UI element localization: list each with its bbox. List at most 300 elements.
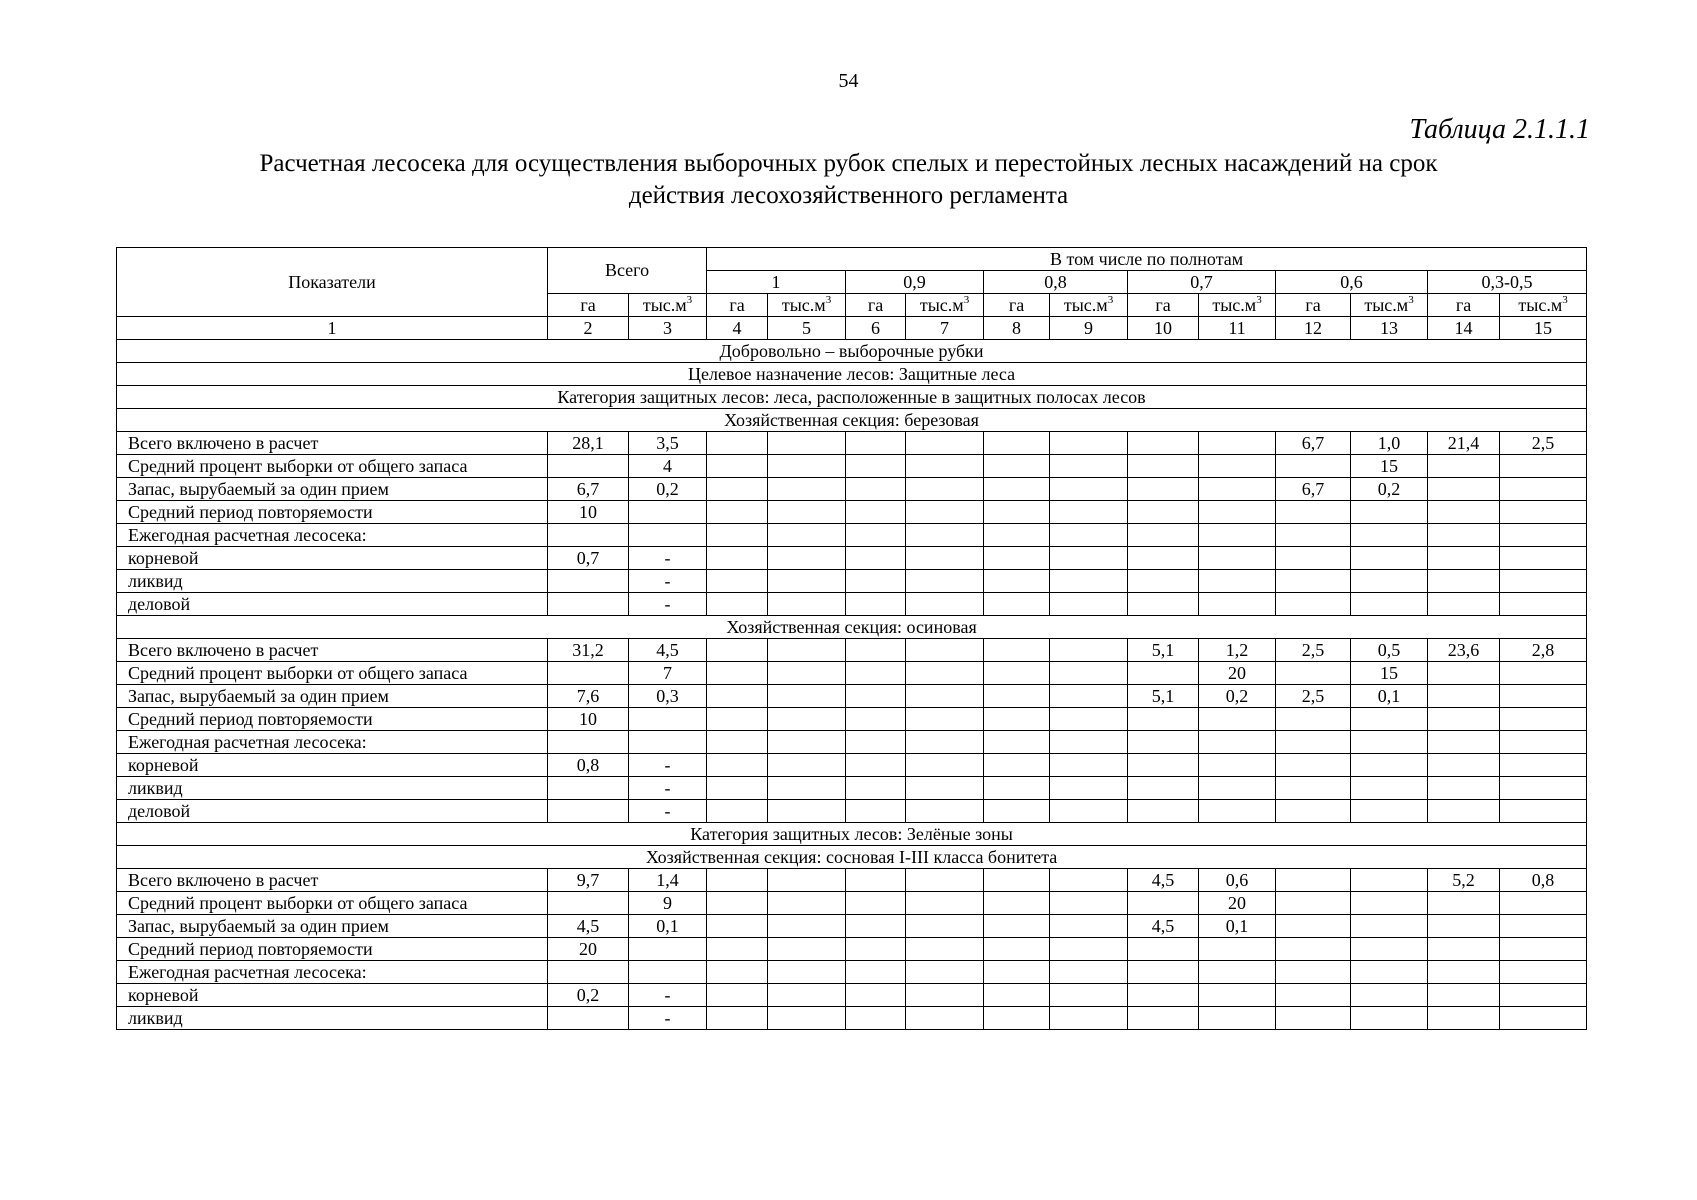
table-row [117, 524, 1587, 547]
table-cell [707, 754, 768, 777]
table-cell [846, 869, 906, 892]
table-row [117, 478, 1587, 501]
table-cell [1276, 731, 1351, 754]
unit-volume-base: тыс.м [1364, 294, 1409, 315]
by-density-header: В том числе по полнотам [707, 248, 1587, 271]
table-cell: 5,1 [1128, 685, 1199, 708]
row-label: Ежегодная расчетная лесосека: [117, 961, 548, 984]
table-cell [768, 662, 846, 685]
density-header: 0,9 [846, 271, 984, 294]
table-cell [846, 915, 906, 938]
table-cell [548, 524, 629, 547]
table-cell [548, 731, 629, 754]
table-cell [846, 731, 906, 754]
table-row [117, 708, 1587, 731]
table-cell [1276, 708, 1351, 731]
section-title: Категория защитных лесов: Зелёные зоны [117, 823, 1587, 846]
table-row [117, 800, 1587, 823]
table-cell [1199, 501, 1276, 524]
row-label: Средний период повторяемости [117, 501, 548, 524]
table-cell [906, 432, 984, 455]
table-cell [707, 478, 768, 501]
table-cell [984, 961, 1050, 984]
density-header: 1 [707, 271, 846, 294]
table-cell [1050, 800, 1128, 823]
table-cell [1199, 593, 1276, 616]
table-cell [984, 570, 1050, 593]
table-cell [548, 570, 629, 593]
table-cell [846, 662, 906, 685]
table-cell [984, 685, 1050, 708]
table-cell [1428, 731, 1500, 754]
table-cell [906, 547, 984, 570]
table-cell [1428, 800, 1500, 823]
table-cell [1351, 800, 1428, 823]
table-cell [629, 501, 707, 524]
table-cell [1428, 478, 1500, 501]
table-cell [1050, 639, 1128, 662]
column-number: 5 [768, 317, 846, 340]
table-cell [1199, 478, 1276, 501]
row-label: Средний процент выборки от общего запаса [117, 662, 548, 685]
table-cell: 0,5 [1351, 639, 1428, 662]
table-cell [707, 432, 768, 455]
table-cell [906, 501, 984, 524]
table-cell [846, 501, 906, 524]
section-header-row [117, 616, 1587, 639]
table-cell [1128, 432, 1199, 455]
row-label: ликвид [117, 1007, 548, 1030]
table-cell [846, 892, 906, 915]
table-cell [768, 892, 846, 915]
table-cell [1128, 455, 1199, 478]
table-cell: 1,0 [1351, 432, 1428, 455]
table-cell [707, 685, 768, 708]
table-cell: 20 [1199, 892, 1276, 915]
table-cell [1050, 478, 1128, 501]
table-cell [1500, 593, 1587, 616]
table-cell [906, 731, 984, 754]
table-cell [1428, 915, 1500, 938]
row-label: Всего включено в расчет [117, 432, 548, 455]
table-cell: 15 [1351, 455, 1428, 478]
unit-volume-header [906, 294, 984, 317]
table-cell [1128, 731, 1199, 754]
table-cell [1500, 685, 1587, 708]
table-cell [1050, 432, 1128, 455]
table-cell [1428, 961, 1500, 984]
table-cell [1276, 501, 1351, 524]
table-cell: 5,2 [1428, 869, 1500, 892]
table-cell: 4,5 [629, 639, 707, 662]
table-cell [846, 777, 906, 800]
page-number: 54 [838, 70, 859, 92]
row-label: деловой [117, 593, 548, 616]
table-cell [1050, 593, 1128, 616]
table-cell: 1,2 [1199, 639, 1276, 662]
table-cell [1500, 892, 1587, 915]
table-cell [707, 547, 768, 570]
table-cell [548, 1007, 629, 1030]
table-cell [768, 938, 846, 961]
row-label: корневой [117, 984, 548, 1007]
table-cell [768, 547, 846, 570]
table-cell [707, 639, 768, 662]
table-cell [1128, 984, 1199, 1007]
table-cell [1428, 708, 1500, 731]
table-cell [984, 938, 1050, 961]
table-cell [707, 524, 768, 547]
table-cell [768, 915, 846, 938]
table-cell [1351, 961, 1428, 984]
table-cell: 0,6 [1199, 869, 1276, 892]
unit-volume-base: тыс.м [919, 294, 964, 315]
table-cell [1276, 961, 1351, 984]
table-cell: 9 [629, 892, 707, 915]
table-cell: 2,5 [1276, 685, 1351, 708]
unit-ha-header: га [984, 294, 1050, 317]
column-number: 15 [1500, 317, 1587, 340]
row-label: Средний период повторяемости [117, 938, 548, 961]
table-cell [984, 915, 1050, 938]
table-row [117, 570, 1587, 593]
table-cell: 0,1 [1199, 915, 1276, 938]
table-cell [768, 593, 846, 616]
table-cell [768, 869, 846, 892]
table-cell [906, 593, 984, 616]
table-cell [1276, 593, 1351, 616]
table-cell [1128, 800, 1199, 823]
table-cell [1050, 754, 1128, 777]
table-cell [1050, 961, 1128, 984]
table-cell [1199, 961, 1276, 984]
title-line-1: Расчетная лесосека для осуществления выборочных рубок спелых и перестойных лесных насаждений на срок [259, 150, 1438, 177]
table-cell [768, 524, 846, 547]
section-header-row [117, 846, 1587, 869]
table-cell [984, 547, 1050, 570]
table-cell [629, 708, 707, 731]
section-header-row [117, 823, 1587, 846]
table-cell: 2,8 [1500, 639, 1587, 662]
title-line-2: действия лесохозяйственного регламента [628, 182, 1069, 209]
table-cell [906, 639, 984, 662]
table-cell [984, 754, 1050, 777]
table-row [117, 777, 1587, 800]
table-row [117, 432, 1587, 455]
table-row [117, 869, 1587, 892]
table-cell [1050, 455, 1128, 478]
table-row [117, 984, 1587, 1007]
table-cell [1050, 547, 1128, 570]
row-label: деловой [117, 800, 548, 823]
row-label: ликвид [117, 570, 548, 593]
table-cell [548, 662, 629, 685]
table-cell [707, 708, 768, 731]
table-cell [1199, 524, 1276, 547]
table-cell [1199, 800, 1276, 823]
table-cell [1050, 984, 1128, 1007]
row-label: Запас, вырубаемый за один прием [117, 685, 548, 708]
table-cell [1199, 1007, 1276, 1030]
table-cell [906, 984, 984, 1007]
unit-volume-exponent: 3 [1256, 293, 1262, 306]
table-cell [984, 731, 1050, 754]
table-cell: 0,2 [548, 984, 629, 1007]
table-cell [1428, 501, 1500, 524]
table-cell [1428, 524, 1500, 547]
table-cell [1050, 869, 1128, 892]
table-cell [1050, 708, 1128, 731]
table-cell [1428, 593, 1500, 616]
table-cell [548, 455, 629, 478]
table-cell [1276, 547, 1351, 570]
table-cell [1199, 455, 1276, 478]
table-cell [906, 754, 984, 777]
table-cell [1276, 1007, 1351, 1030]
table-body [117, 340, 1587, 1030]
table-cell [1428, 455, 1500, 478]
table-cell [1050, 938, 1128, 961]
row-label: Ежегодная расчетная лесосека: [117, 524, 548, 547]
table-cell [1128, 708, 1199, 731]
table-cell: 0,8 [1500, 869, 1587, 892]
table-row [117, 455, 1587, 478]
unit-volume-header [1351, 294, 1428, 317]
table-cell [768, 777, 846, 800]
table-cell [629, 938, 707, 961]
table-cell: 23,6 [1428, 639, 1500, 662]
table-cell [906, 938, 984, 961]
table-cell [906, 685, 984, 708]
table-cell [1351, 524, 1428, 547]
table-cell [846, 984, 906, 1007]
table-cell [768, 800, 846, 823]
table-cell [1351, 570, 1428, 593]
table-cell [707, 892, 768, 915]
table-cell [1351, 754, 1428, 777]
table-cell [768, 455, 846, 478]
table-cell [1128, 524, 1199, 547]
table-cell [1500, 731, 1587, 754]
table-cell [1351, 547, 1428, 570]
table-cell: 0,8 [548, 754, 629, 777]
column-number: 4 [707, 317, 768, 340]
table-cell: 10 [548, 708, 629, 731]
unit-volume-header [768, 294, 846, 317]
table-cell: - [629, 777, 707, 800]
unit-volume-header [1500, 294, 1587, 317]
table-cell [1351, 777, 1428, 800]
table-cell: 3,5 [629, 432, 707, 455]
table-cell [1500, 708, 1587, 731]
table-cell [846, 639, 906, 662]
table-cell [1128, 478, 1199, 501]
table-cell [1500, 455, 1587, 478]
table-cell [707, 731, 768, 754]
table-cell [1500, 478, 1587, 501]
table-cell: 0,2 [629, 478, 707, 501]
table-cell [548, 777, 629, 800]
table-cell [1351, 501, 1428, 524]
table-cell [1050, 777, 1128, 800]
section-header-row [117, 340, 1587, 363]
table-cell [846, 547, 906, 570]
table-cell: - [629, 593, 707, 616]
table-cell: - [629, 754, 707, 777]
table-cell [1428, 547, 1500, 570]
table-cell [906, 570, 984, 593]
table-cell [1276, 984, 1351, 1007]
table-cell: 6,7 [1276, 478, 1351, 501]
unit-ha-header: га [846, 294, 906, 317]
table-cell [1199, 570, 1276, 593]
table-row [117, 593, 1587, 616]
table-cell [984, 524, 1050, 547]
table-cell [707, 570, 768, 593]
table-cell: 21,4 [1428, 432, 1500, 455]
table-cell [1199, 938, 1276, 961]
table-cell [906, 524, 984, 547]
section-title: Целевое назначение лесов: Защитные леса [117, 363, 1587, 386]
table-cell [1428, 662, 1500, 685]
table-cell: 9,7 [548, 869, 629, 892]
unit-volume-exponent: 3 [825, 293, 832, 306]
table-cell [1500, 915, 1587, 938]
table-cell [846, 570, 906, 593]
table-cell [1050, 731, 1128, 754]
table-cell: 4 [629, 455, 707, 478]
table-cell [1199, 731, 1276, 754]
table-cell [1276, 662, 1351, 685]
table-cell [846, 961, 906, 984]
row-label: корневой [117, 547, 548, 570]
table-cell [984, 662, 1050, 685]
table-row [117, 662, 1587, 685]
section-header-row [117, 363, 1587, 386]
table-cell: 28,1 [548, 432, 629, 455]
table-cell [1128, 547, 1199, 570]
table-cell [1428, 938, 1500, 961]
table-cell [906, 1007, 984, 1030]
table-cell: 1,4 [629, 869, 707, 892]
table-cell: - [629, 547, 707, 570]
table-cell [548, 892, 629, 915]
table-cell [1351, 938, 1428, 961]
section-title: Хозяйственная секция: березовая [117, 409, 1587, 432]
table-cell [1199, 432, 1276, 455]
table-cell [1351, 1007, 1428, 1030]
table-cell [984, 1007, 1050, 1030]
table-cell [768, 1007, 846, 1030]
unit-volume-exponent: 3 [1408, 293, 1414, 306]
table-cell [1050, 915, 1128, 938]
table-cell: 2,5 [1276, 639, 1351, 662]
table-cell [1500, 501, 1587, 524]
felling-table [116, 247, 1587, 1030]
total-header: Всего [548, 248, 707, 294]
table-cell [846, 708, 906, 731]
table-cell [1276, 570, 1351, 593]
table-cell [1050, 570, 1128, 593]
table-cell: - [629, 800, 707, 823]
table-cell [768, 639, 846, 662]
table-cell [768, 501, 846, 524]
table-cell [768, 570, 846, 593]
unit-ha-header: га [1128, 294, 1199, 317]
column-number: 3 [629, 317, 707, 340]
table-cell [1128, 1007, 1199, 1030]
table-cell [629, 961, 707, 984]
table-cell: 0,1 [629, 915, 707, 938]
table-cell [846, 685, 906, 708]
unit-volume-base: тыс.м [1212, 294, 1257, 315]
table-cell [906, 478, 984, 501]
table-cell [1199, 984, 1276, 1007]
document-title [150, 148, 1547, 212]
table-cell [1500, 938, 1587, 961]
table-cell [1050, 662, 1128, 685]
table-cell [906, 455, 984, 478]
table-cell [1500, 777, 1587, 800]
unit-volume-base: тыс.м [642, 294, 687, 315]
table-cell: 7,6 [548, 685, 629, 708]
table-cell [707, 869, 768, 892]
table-cell [768, 961, 846, 984]
unit-ha-header: га [1428, 294, 1500, 317]
table-cell [984, 455, 1050, 478]
header-row-column-numbers [117, 317, 1587, 340]
unit-volume-header [1050, 294, 1128, 317]
table-cell [1500, 984, 1587, 1007]
section-header-row [117, 386, 1587, 409]
table-row [117, 547, 1587, 570]
table-cell [906, 662, 984, 685]
table-cell [1428, 1007, 1500, 1030]
row-label: Средний процент выборки от общего запаса [117, 892, 548, 915]
table-cell [1276, 777, 1351, 800]
table-cell [984, 777, 1050, 800]
table-cell [984, 708, 1050, 731]
table-cell [1351, 708, 1428, 731]
section-title: Добровольно – выборочные рубки [117, 340, 1587, 363]
table-cell: 20 [548, 938, 629, 961]
table-cell [846, 455, 906, 478]
table-cell [1500, 800, 1587, 823]
density-header: 0,6 [1276, 271, 1428, 294]
table-cell [1050, 685, 1128, 708]
table-cell [1276, 800, 1351, 823]
table-cell: 7 [629, 662, 707, 685]
table-row [117, 639, 1587, 662]
table-cell: 0,3 [629, 685, 707, 708]
table-cell [1128, 892, 1199, 915]
table-cell [768, 708, 846, 731]
table-cell [846, 524, 906, 547]
section-title: Категория защитных лесов: леса, расположенные в защитных полосах лесов [117, 386, 1587, 409]
table-cell: 6,7 [548, 478, 629, 501]
table-cell: 0,1 [1351, 685, 1428, 708]
table-cell [1276, 938, 1351, 961]
unit-volume-exponent: 3 [686, 293, 693, 306]
table-cell: 2,5 [1500, 432, 1587, 455]
table-cell: 0,2 [1199, 685, 1276, 708]
table-cell: 6,7 [1276, 432, 1351, 455]
table-cell [906, 961, 984, 984]
table-cell [1128, 593, 1199, 616]
table-row [117, 685, 1587, 708]
row-label: Ежегодная расчетная лесосека: [117, 731, 548, 754]
table-cell [1199, 708, 1276, 731]
